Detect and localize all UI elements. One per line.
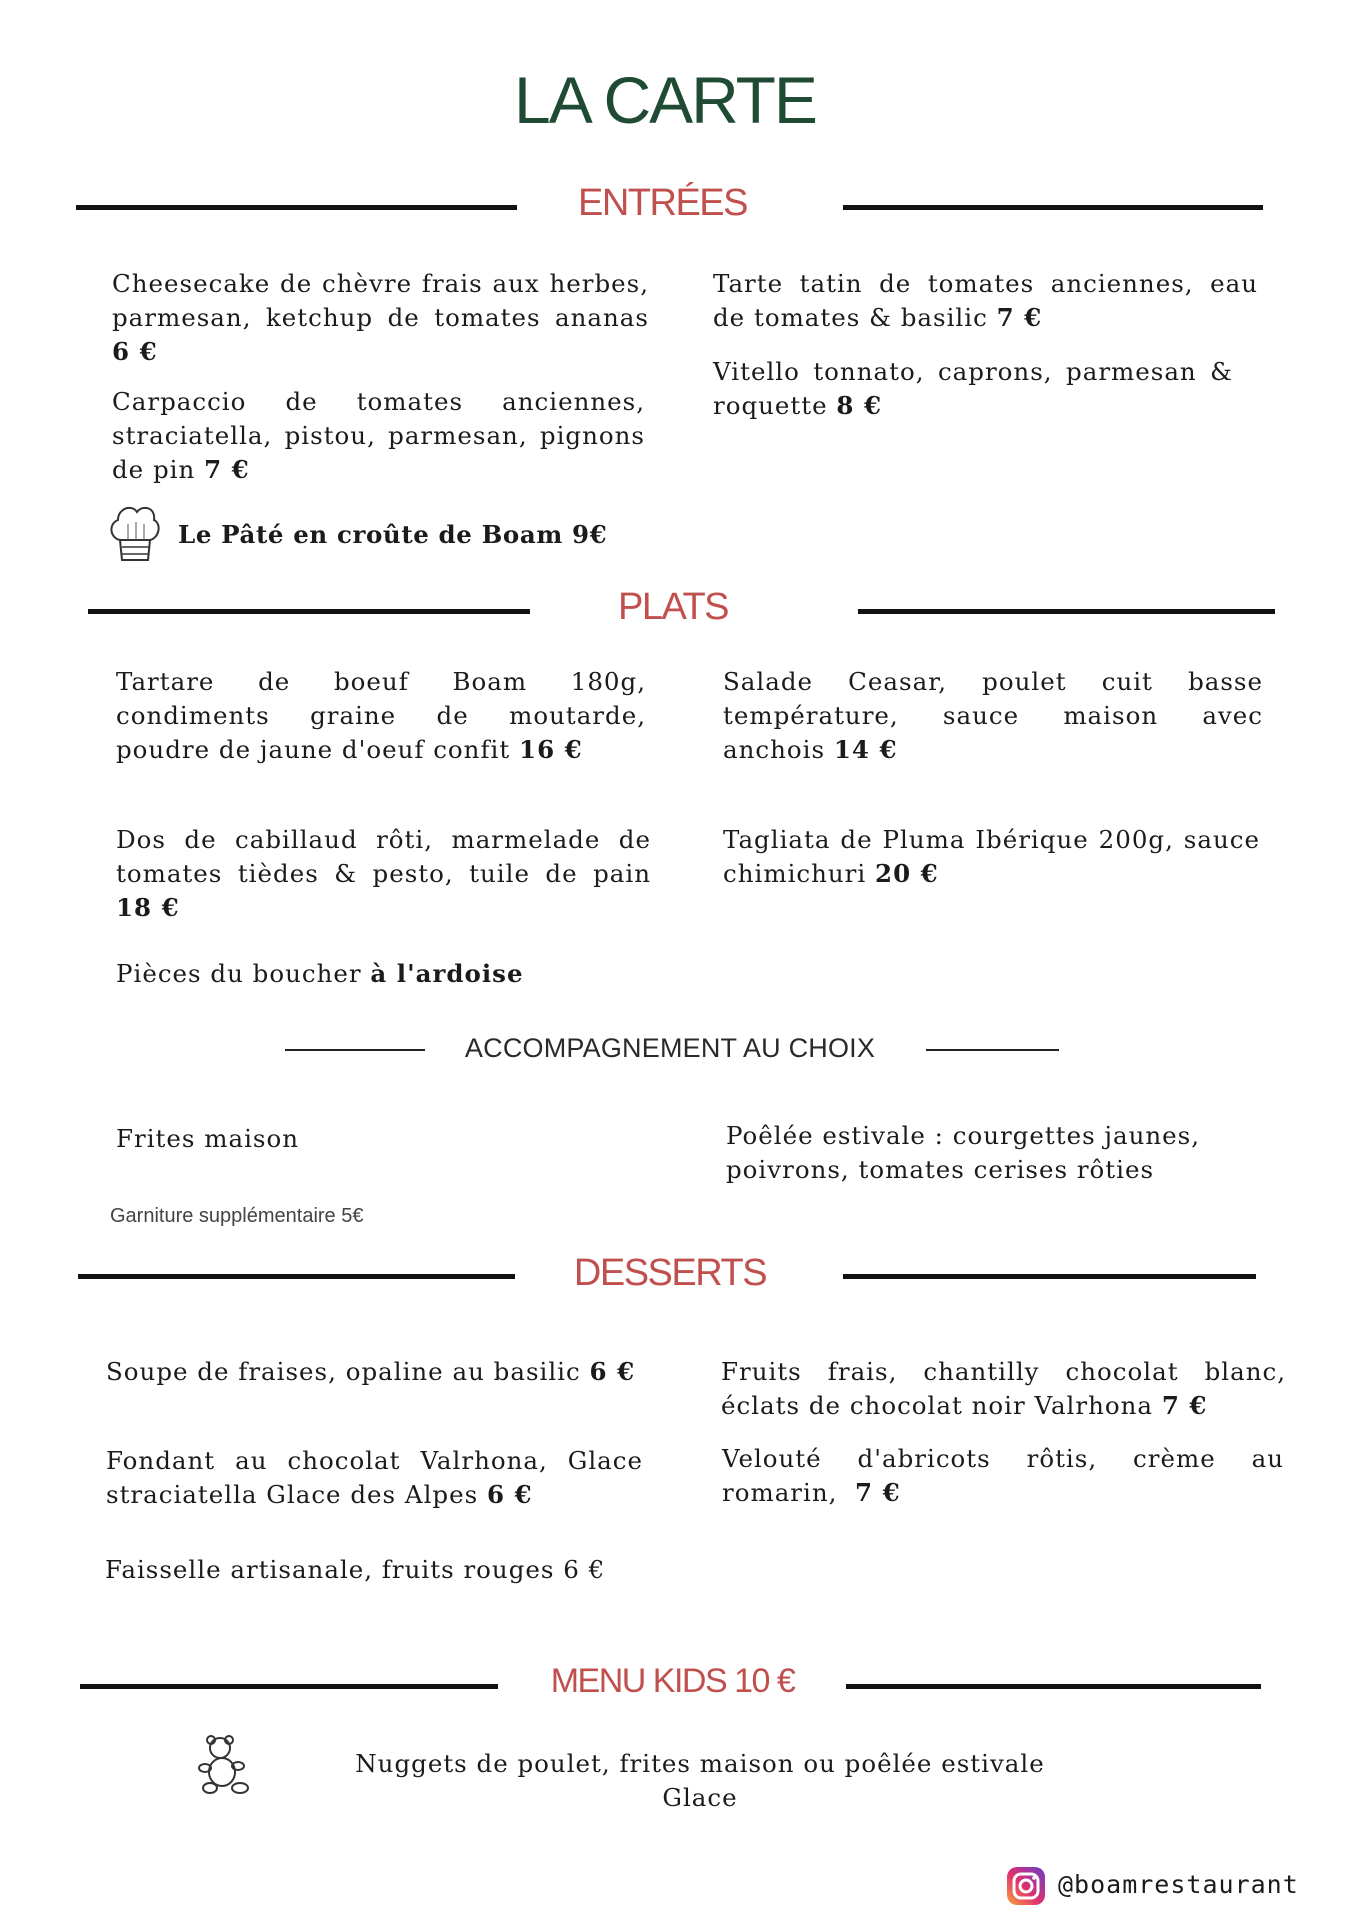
menu-item: Faisselle artisanale, fruits rouges 6 € — [105, 1555, 606, 1584]
section-title-entrees: ENTRÉES — [578, 182, 747, 224]
page-title: LA CARTE — [514, 63, 816, 137]
instagram-handle[interactable]: @boamrestaurant — [1058, 1870, 1299, 1899]
section-title-plats: PLATS — [617, 586, 729, 628]
chef-hat-icon — [106, 500, 162, 566]
section-rule-left — [80, 1684, 498, 1689]
menu-item: Tarte tatin de tomates anciennes, eau de tomates & basilic 7 € — [713, 269, 1258, 332]
teddy-bear-icon — [196, 1734, 256, 1796]
section-rule-right — [858, 609, 1275, 614]
section-rule-right — [846, 1684, 1261, 1689]
menu-item: Pièces du boucher à l'ardoise — [116, 959, 524, 988]
menu-item: Velouté d'abricots rôtis, crème au romarin, 7 € — [722, 1444, 1284, 1507]
section-rule-left — [78, 1274, 515, 1279]
menu-item: Fruits frais, chantilly chocolat blanc, éclats de chocolat noir Valrhona 7 € — [721, 1357, 1286, 1420]
menu-item: Vitello tonnato, caprons, parmesan & roquette 8 € — [713, 357, 1233, 420]
kids-menu-line: Nuggets de poulet, frites maison ou poêlée estivale — [355, 1749, 1045, 1778]
subsection-rule-right — [926, 1049, 1059, 1051]
side-item: Poêlée estivale : courgettes jaunes, poivrons, tomates cerises rôties — [726, 1121, 1201, 1184]
instagram-icon[interactable] — [1006, 1866, 1046, 1906]
section-title-desserts: DESSERTS — [573, 1252, 767, 1294]
section-rule-left — [76, 205, 517, 210]
menu-item: Cheesecake de chèvre frais aux herbes, parmesan, ketchup de tomates ananas 6 € — [112, 269, 649, 366]
kids-menu-line: Glace — [662, 1783, 738, 1812]
section-rule-right — [843, 1274, 1256, 1279]
menu-item: Salade Ceasar, poulet cuit basse température, sauce maison avec anchois 14 € — [723, 667, 1263, 764]
garniture-note: Garniture supplémentaire 5€ — [110, 1205, 364, 1227]
menu-item: Soupe de fraises, opaline au basilic 6 € — [106, 1357, 636, 1386]
menu-item: Tartare de boeuf Boam 180g, condiments graine de moutarde, poudre de jaune d'oeuf confit 16 € — [116, 667, 646, 764]
special-item: Le Pâté en croûte de Boam 9€ — [178, 520, 608, 549]
side-item: Frites maison — [116, 1124, 300, 1153]
menu-item: Carpaccio de tomates anciennes, straciatella, pistou, parmesan, pignons de pin 7 € — [112, 387, 645, 484]
subsection-rule-left — [285, 1049, 425, 1051]
menu-item: Dos de cabillaud rôti, marmelade de tomates tièdes & pesto, tuile de pain 18 € — [116, 825, 651, 922]
section-rule-left — [88, 609, 530, 614]
menu-item: Fondant au chocolat Valrhona, Glace straciatella Glace des Alpes 6 € — [106, 1446, 643, 1509]
menu-item: Tagliata de Pluma Ibérique 200g, sauce chimichuri 20 € — [723, 825, 1260, 888]
section-rule-right — [843, 205, 1263, 210]
accompagnement-title: ACCOMPAGNEMENT AU CHOIX — [464, 1033, 876, 1063]
section-title-kids: MENU KIDS 10 € — [550, 1662, 795, 1700]
